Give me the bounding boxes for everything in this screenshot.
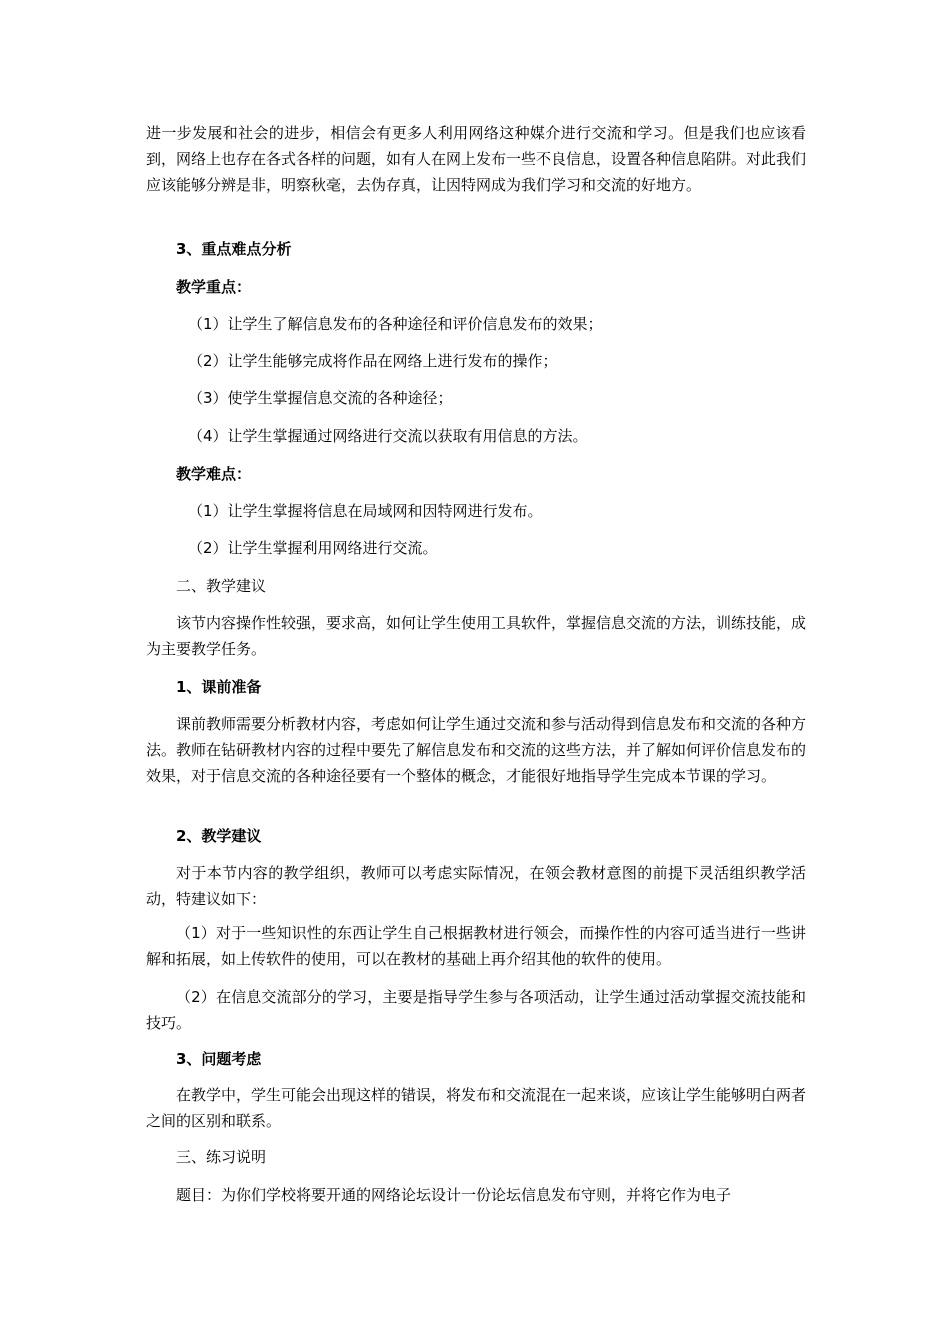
- label-teaching-difficulty: 教学难点：: [176, 465, 252, 483]
- focus-item-2: （2）让学生能够完成将作品在网络上进行发布的操作；: [188, 352, 558, 370]
- class-prep-paragraph: 课前教师需要分析教材内容，考虑如何让学生通过交流和参与活动得到信息发布和交流的各种方法。教师在钻研教材内容的过程中要先了解信息发布和交流的这些方法，并了解如何评价信息发布的效果，对于信息交流的各种途径要有一个整体的概念，才能很好地指导学生完成本节课的学习。: [146, 715, 807, 785]
- issues-paragraph: 在教学中，学生可能会出现这样的错误，将发布和交流混在一起来谈，应该让学生能够明白两者之间的区别和联系。: [146, 1086, 807, 1130]
- section-two-heading: 二、教学建议: [176, 577, 267, 595]
- section-three-heading: 三、练习说明: [176, 1148, 267, 1166]
- heading-teaching-suggestions: 2、教学建议: [176, 827, 262, 845]
- suggestion-item-1: （1）对于一些知识性的东西让学生自己根据教材进行领会，而操作性的内容可适当进行一些讲解和拓展，如上传软件的使用，可以在教材的基础上再介绍其他的软件的使用。: [146, 924, 806, 968]
- focus-item-1: （1）让学生了解信息发布的各种途径和评价信息发布的效果；: [188, 315, 603, 333]
- heading-key-points: 3、重点难点分析: [176, 240, 292, 258]
- focus-item-4: （4）让学生掌握通过网络进行交流以获取有用信息的方法。: [188, 427, 588, 445]
- heading-issues: 3、问题考虑: [176, 1050, 262, 1068]
- heading-class-prep: 1、课前准备: [176, 678, 262, 696]
- label-teaching-focus: 教学重点：: [176, 278, 252, 296]
- difficulty-item-1: （1）让学生掌握将信息在局域网和因特网进行发布。: [188, 502, 543, 520]
- suggestions-paragraph: 对于本节内容的教学组织，教师可以考虑实际情况，在领会教材意图的前提下灵活组织教学活动，特建议如下：: [146, 864, 806, 908]
- intro-paragraph: 进一步发展和社会的进步，相信会有更多人利用网络这种媒介进行交流和学习。但是我们也应该看到，网络上也存在各式各样的问题，如有人在网上发布一些不良信息，设置各种信息陷阱。对此我们应该能够分辨是非，明察秋毫，去伪存真，让因特网成为我们学习和交流的好地方。: [146, 124, 807, 194]
- difficulty-item-2: （2）让学生掌握利用网络进行交流。: [188, 539, 438, 557]
- section-two-paragraph: 该节内容操作性较强，要求高，如何让学生使用工具软件，掌握信息交流的方法，训练技能，成为主要教学任务。: [146, 614, 807, 658]
- focus-item-3: （3）使学生掌握信息交流的各种途径；: [188, 389, 453, 407]
- suggestion-item-2: （2）在信息交流部分的学习，主要是指导学生参与各项活动，让学生通过活动掌握交流技能和技巧。: [146, 988, 806, 1032]
- exercise-paragraph: 题目：为你们学校将要开通的网络论坛设计一份论坛信息发布守则，并将它作为电子: [176, 1186, 732, 1204]
